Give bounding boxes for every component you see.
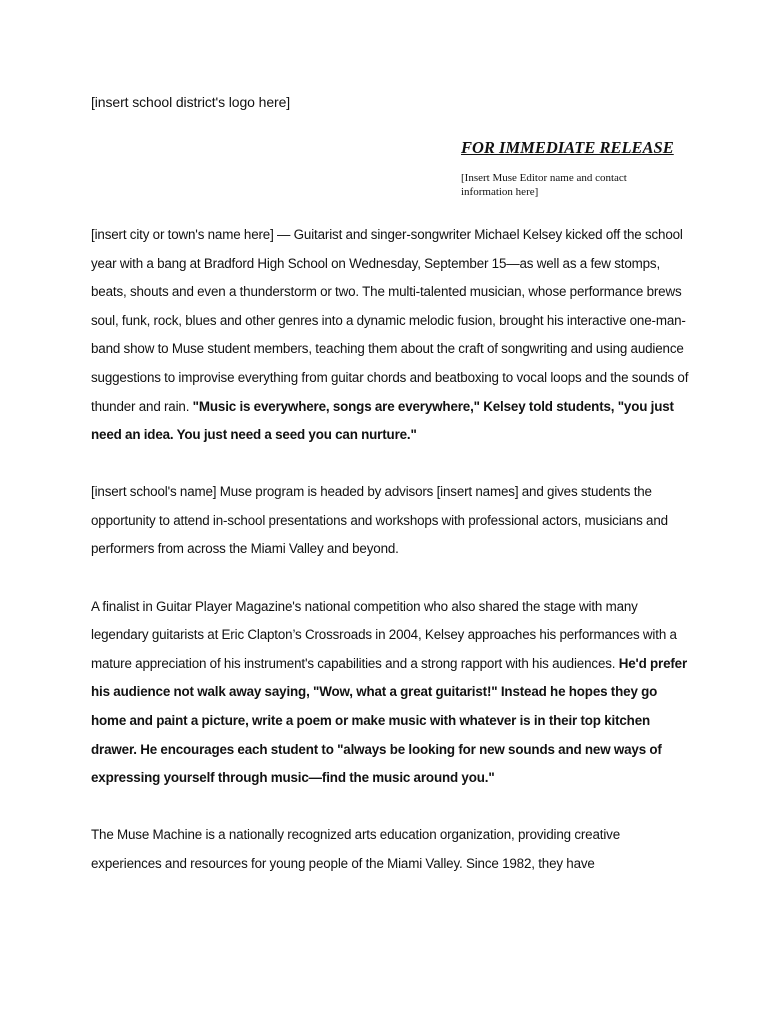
release-header	[461, 137, 691, 199]
logo-placeholder-text: [insert school district's logo here]	[91, 94, 291, 110]
paragraph-muse-machine: The Muse Machine is a nationally recognized arts education organization, providing creative experiences and resources for young people of the Miami Valley. Since 1982, they have	[91, 827, 621, 871]
paragraph-background	[91, 593, 691, 793]
paragraph-program: [insert school's name] Muse program is headed by advisors [insert names] and gives students the opportunity to attend in-school presentations and workshops with professional actors, musicians and performers from across the Miami Valley and beyond.	[91, 484, 668, 557]
paragraph-intro	[91, 221, 691, 450]
paragraph-intro-text: [insert city or town's name here] — Guitarist and singer-songwriter Michael Kelsey kicked off the school year with a bang at Bradford High School on Wednesday, September 15—as well as a few stomps, beats, shouts and even a thunderstorm or two. The multi-talented musician, whose performance brews soul, funk, rock, blues and other genres into a dynamic melodic fusion, brought his interactive one-man-band show to Muse student members, teaching them about the craft of songwriting and using audience suggestions to improvise everything from guitar chords and beatboxing to vocal loops and the sounds of thunder and rain.	[91, 227, 689, 414]
press-release-body	[91, 221, 691, 907]
editor-contact-placeholder: [Insert Muse Editor name and contact information here]	[461, 172, 627, 198]
audience-quote: He'd prefer his audience not walk away saying, "Wow, what a great guitarist!" Instead he hopes they go home and paint a picture, write a poem or make music with whatever is in their top kitchen drawer. He encourages each student to "always be looking for new sounds and new ways of expressing yourself through music—find the music around you."	[91, 655, 688, 786]
paragraph-background-text: A finalist in Guitar Player Magazine's national competition who also shared the stage with many legendary guitarists at Eric Clapton’s Crossroads in 2004, Kelsey approaches his performances with a mature appreciation of his instrument's capabilities and a strong rapport with his audiences.	[91, 598, 677, 671]
kelsey-quote: "Music is everywhere, songs are everywhere," Kelsey told students, "you just need an idea. You just need a seed you can nurture."	[91, 398, 674, 443]
release-title: FOR IMMEDIATE RELEASE	[461, 138, 674, 157]
